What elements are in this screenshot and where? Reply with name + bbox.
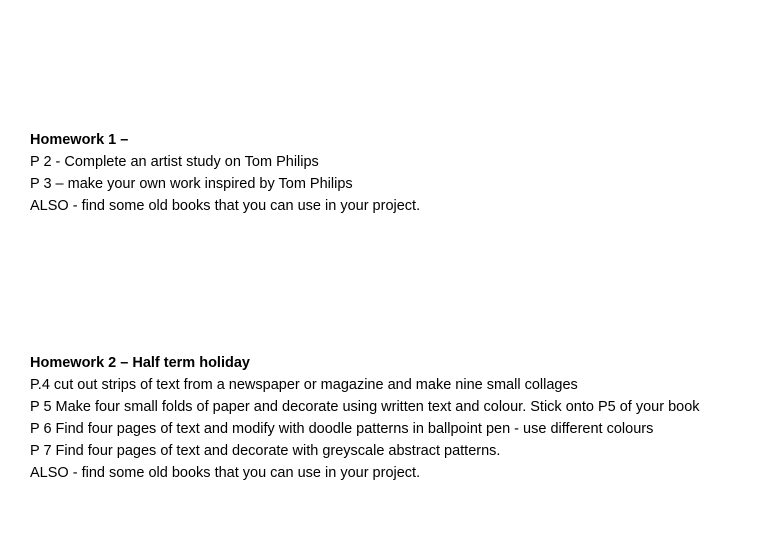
homework-2-heading: Homework 2 – Half term holiday <box>30 355 250 371</box>
homework-2-line: P 6 Find four pages of text and modify with doodle patterns in ballpoint pen - use different colours <box>30 421 654 437</box>
homework-1-line: P 3 – make your own work inspired by Tom Philips <box>30 176 353 192</box>
homework-1-heading: Homework 1 – <box>30 132 129 148</box>
homework-2-line: P 5 Make four small folds of paper and decorate using written text and colour. Stick onto P5 of your book <box>30 399 700 415</box>
homework-1-line: P 2 - Complete an artist study on Tom Philips <box>30 154 319 170</box>
homework-1-section <box>30 129 760 217</box>
homework-2-line: P 7 Find four pages of text and decorate with greyscale abstract patterns. <box>30 443 501 459</box>
homework-2-section <box>30 352 760 484</box>
homework-2-line: ALSO - find some old books that you can use in your project. <box>30 465 421 481</box>
homework-2-line: P.4 cut out strips of text from a newspaper or magazine and make nine small collages <box>30 377 578 393</box>
homework-1-line: ALSO - find some old books that you can use in your project. <box>30 198 421 214</box>
